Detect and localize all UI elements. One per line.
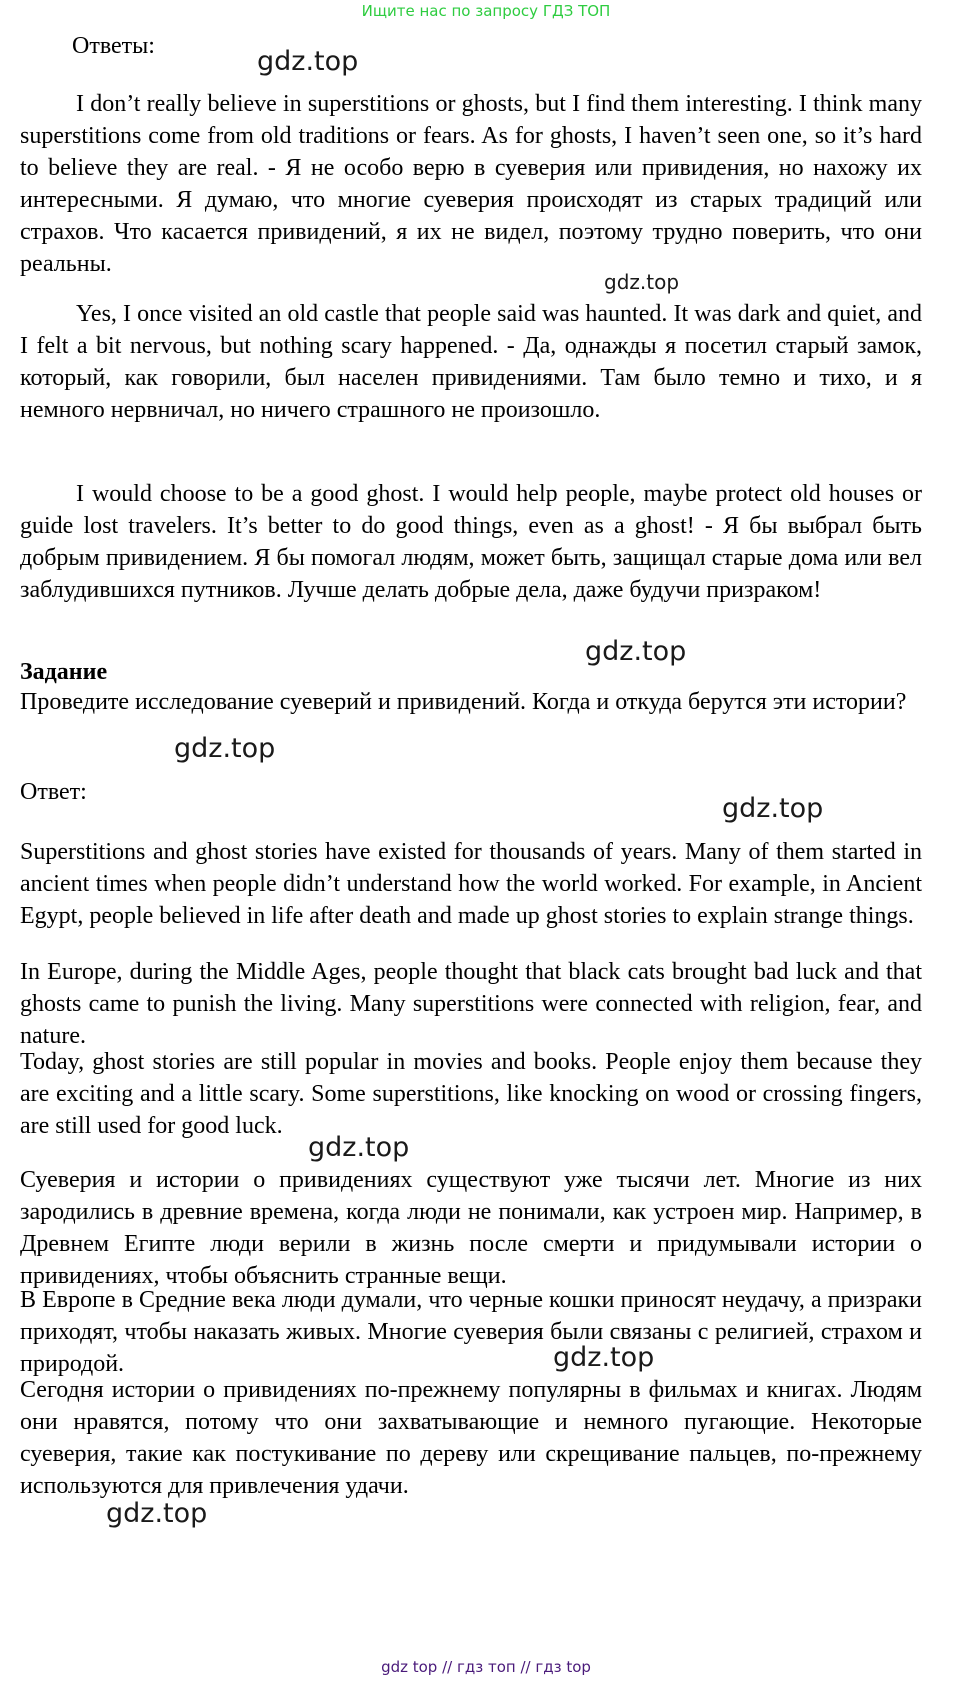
task-heading: Задание [20, 659, 108, 685]
answers-label: Ответы: [72, 33, 155, 59]
header-search-banner: Ищите нас по запросу ГДЗ ТОП [361, 2, 611, 20]
answer-paragraph-3: I would choose to be a good ghost. I would help people, maybe protect old houses or guide lost travelers. It’s better to do good things, even as a ghost! - Я бы выбрал быть добрым привидением. Я бы помогал людям, может быть, защищал старые дома или вел заблудившихся путников. Лучше делать добрые дела, даже будучи призраком! [20, 481, 922, 603]
watermark: gdz.top [308, 1132, 410, 1163]
answer-paragraph-1: I don’t really believe in superstitions or ghosts, but I find them interesting. I think many superstitions come from old traditions or fears. As for ghosts, I haven’t seen one, so it’s hard to believe they are real. - Я не особо верю в суеверия или привидения, но нахожу их интересными. Я думаю, что многие суеверия происходят из старых традиций или страхов. Что касается привидений, я их не видел, поэтому трудно поверить, что они реальны. [20, 91, 922, 277]
watermark: gdz.top [553, 1342, 655, 1373]
watermark: gdz.top [106, 1498, 208, 1529]
answer-english-1: Superstitions and ghost stories have existed for thousands of years. Many of them started in ancient times when people didn’t understand how the world worked. For example, in Ancient Egypt, people believed in life after death and made up ghost stories to explain strange things. [20, 839, 922, 929]
answer-english-2: In Europe, during the Middle Ages, people thought that black cats brought bad luck and that ghosts came to punish the living. Many superstitions were connected with religion, fear, and nature. [20, 959, 922, 1049]
answer-russian-3: Сегодня истории о привидениях по-прежнему популярны в фильмах и книгах. Людям они нравятся, потому что они захватывающие и немного пугающие. Некоторые суеверия, такие как постукивание по дереву или скрещивание пальцев, по-прежнему используются для привлечения удачи. [20, 1377, 922, 1499]
answer-paragraph-2: Yes, I once visited an old castle that people said was haunted. It was dark and quiet, and I felt a bit nervous, but nothing scary happened. - Да, однажды я посетил старый замок, который, как говорили, был населен привидениями. Там было темно и тихо, и я немного нервничал, но ничего страшного не произошло. [20, 301, 922, 423]
answer-label: Ответ: [20, 779, 87, 805]
watermark: gdz.top [585, 636, 687, 667]
answer-english-3: Today, ghost stories are still popular in movies and books. People enjoy them because they are exciting and a little scary. Some superstitions, like knocking on wood or crossing fingers, are still used for good luck. [20, 1049, 922, 1139]
footer-banner: gdz top // гдз топ // гдз top [381, 1658, 591, 1676]
answer-russian-2: В Европе в Средние века люди думали, что черные кошки приносят неудачу, а призраки приходят, чтобы наказать живых. Многие суеверия были связаны с религией, страхом и природой. [20, 1287, 922, 1377]
answer-russian-1: Суеверия и истории о привидениях существуют уже тысячи лет. Многие из них зародились в древние времена, когда люди не понимали, как устроен мир. Например, в Древнем Египте люди верили в жизнь после смерти и придумывали истории о привидениях, чтобы объяснить странные вещи. [20, 1167, 922, 1289]
watermark: gdz.top [722, 793, 824, 824]
watermark: gdz.top [257, 46, 359, 77]
watermark: gdz.top [604, 270, 680, 294]
task-question: Проведите исследование суеверий и привидений. Когда и откуда берутся эти истории? [20, 689, 907, 715]
watermark: gdz.top [174, 733, 276, 764]
